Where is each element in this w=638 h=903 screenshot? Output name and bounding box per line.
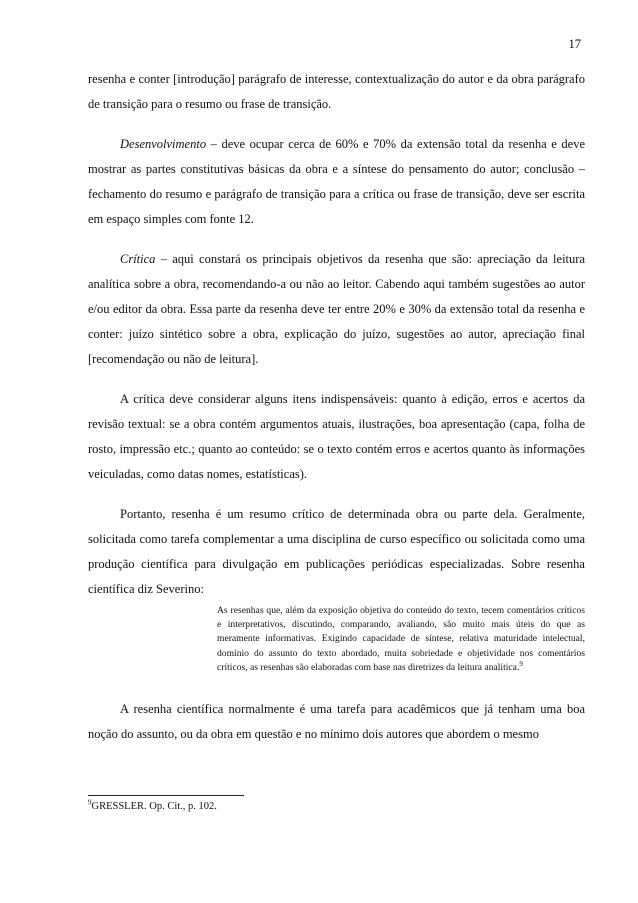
paragraph-critica-text: – aqui constará os principais objetivos da resenha que são: apreciação da leitura analítica sobre a obra, recomendando-a ou não ao leitor. Cabendo aqui também sugestões ao autor e/ou editor da obra. Essa parte da resenha deve ter entre 20% e 30% da extensão total da resenha e conter: juízo sintético sobre a obra, explicação do juízo, sugestões ao autor, apreciação final [recomendação ou não de leitura]. xyxy=(88,252,585,366)
footnote-divider xyxy=(88,795,244,796)
paragraph-criteria: A crítica deve considerar alguns itens indispensáveis: quanto à edição, erros e acertos da revisão textual: se a obra contém argumentos atuais, ilustrações, boa apresentação (capa, folha de rosto, impressão etc.; quanto ao conteúdo: se o texto contém erros e acertos quanto às informações veiculadas, como datas nomes, estatísticas). xyxy=(88,392,585,481)
footnote-reference: 9 xyxy=(519,659,523,668)
term-desenvolvimento: Desenvolvimento xyxy=(120,137,207,151)
term-critica: Crítica xyxy=(120,252,156,266)
page-number: 17 xyxy=(568,37,581,51)
paragraph-desenvolvimento xyxy=(88,132,585,232)
footnote-text: GRESSLER. Op. Cit., p. 102. xyxy=(91,801,217,812)
paragraph-critica xyxy=(88,247,585,372)
paragraph-desenvolvimento-text: – deve ocupar cerca de 60% e 70% da extensão total da resenha e deve mostrar as partes constitutivas básicas da obra e a síntese do pensamento do autor; conclusão – fechamento do resumo e parágrafo de transição para a crítica ou frase de transição, deve ser escrita em espaço simples com fonte 12. xyxy=(88,137,585,226)
paragraph-conclusion: Portanto, resenha é um resumo crítico de determinada obra ou parte dela. Geralmente, solicitada como tarefa complementar a uma disciplina de curso específico ou solicitada como uma produção científica para divulgação em publicações periódicas especializadas. Sobre resenha científica diz Severino: xyxy=(88,507,585,596)
body-text xyxy=(88,67,585,617)
block-quote xyxy=(217,604,585,675)
block-quote-text: As resenhas que, além da exposição objetiva do conteúdo do texto, tecem comentários críticos e interpretativos, discutindo, comparando, avaliando, são muito mais úteis do que as meramente informativas. Exigindo capacidade de síntese, relativa maturidade intelectual, domínio do assunto do texto abordado, muita sobriedade e objetividade nos comentários críticos, as resenhas são elaboradas com base nas diretrizes da leitura analítica. xyxy=(217,605,585,673)
paragraph-after-quote: A resenha científica normalmente é uma tarefa para acadêmicos que já tenham uma boa noção do assunto, ou da obra em questão e no mínimo dois autores que abordem o mesmo xyxy=(88,702,585,741)
footnote-number: 9 xyxy=(88,798,92,807)
footnote xyxy=(88,800,217,814)
paragraph-intro: resenha e conter [introdução] parágrafo de interesse, contextualização do autor e da obra parágrafo de transição para o resumo ou frase de transição. xyxy=(88,72,585,111)
